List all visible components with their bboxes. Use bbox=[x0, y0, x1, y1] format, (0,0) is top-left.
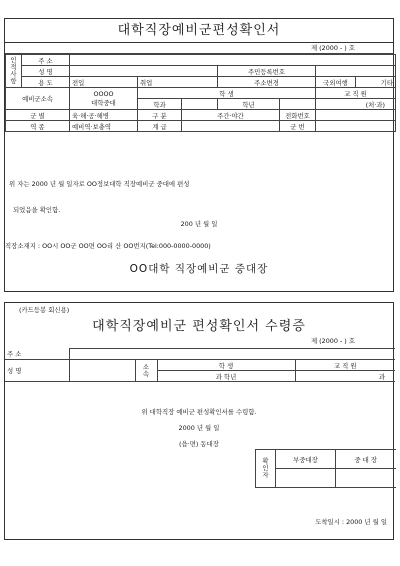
receipt-affiliation-label: 소 속 bbox=[135, 360, 157, 382]
receipt-form bbox=[4, 302, 394, 540]
branch-value[interactable]: 육·해·공·해병 bbox=[70, 110, 138, 121]
confirmation-form bbox=[4, 18, 394, 292]
address-field[interactable] bbox=[70, 55, 396, 66]
dept-label: 학과 bbox=[138, 99, 182, 110]
dept-field[interactable] bbox=[182, 99, 218, 110]
branch-label: 군 별 bbox=[6, 110, 70, 121]
grade-label: 학년 bbox=[218, 99, 280, 110]
location-line: 직장소재지 : OO시 OO군 OO면 OO리 산 OO번지(Tel:000-0000-0000) bbox=[5, 242, 211, 250]
receipt-name-label: 성 명 bbox=[5, 360, 69, 382]
day-night-value[interactable]: 주간·야간 bbox=[182, 110, 280, 121]
student-label: 학 생 bbox=[138, 88, 316, 99]
use-option-other[interactable]: 기타 bbox=[356, 77, 396, 88]
rank-label: 계 급 bbox=[138, 121, 182, 132]
commander-signature-field[interactable] bbox=[336, 469, 396, 488]
duty-label: 역 종 bbox=[6, 121, 70, 132]
rank-field[interactable] bbox=[182, 121, 280, 132]
receipt-text: 위 대학직장 예비군 편성확인서를 수령함. bbox=[141, 408, 257, 416]
use-option-employment[interactable]: 취업 bbox=[138, 77, 218, 88]
receipt-address-field[interactable] bbox=[69, 349, 395, 360]
deputy-commander-label: 부중대장 bbox=[276, 450, 336, 469]
service-no-label: 군 번 bbox=[280, 121, 316, 132]
name-label: 성 명 bbox=[22, 66, 70, 77]
address-label: 주 소 bbox=[22, 55, 70, 66]
receipt-name-field[interactable] bbox=[69, 360, 135, 382]
serial-number: 제 (2000 - ) 호 bbox=[5, 43, 393, 54]
body-line-2: 되었음을 확인함. bbox=[13, 206, 61, 214]
personal-info-table bbox=[5, 54, 396, 132]
receipt-date: 2000 년 월 일 bbox=[178, 424, 220, 432]
card-note: (카드등봉 회신용) bbox=[19, 306, 70, 314]
receipt-info-table bbox=[5, 348, 395, 382]
body-line-1: 위 자는 2000 년 월 일자로 OO정보대학 직장예비군 중대에 편성 bbox=[9, 180, 190, 188]
receipt-address-label: 주 소 bbox=[5, 349, 69, 360]
phone-field[interactable] bbox=[316, 110, 396, 121]
category-label: 구 분 bbox=[138, 110, 182, 121]
resident-no-field[interactable] bbox=[316, 66, 396, 77]
receipt-serial: 제 (2000 - ) 호 bbox=[310, 337, 355, 345]
unit-name: OOOO 대학중대 bbox=[70, 88, 138, 110]
approval-table bbox=[255, 449, 396, 488]
receipt-faculty-label: 교 직 원 bbox=[295, 360, 395, 371]
receipt-student-label: 학 생 bbox=[157, 360, 295, 371]
form-title: 대학직장예비군편성확인서 bbox=[5, 19, 393, 43]
use-option-overseas[interactable]: 국외여행 bbox=[316, 77, 356, 88]
receipt-office: (읍·면) 동대장 bbox=[179, 440, 219, 448]
phone-label: 전화번호 bbox=[280, 110, 316, 121]
resident-no-label: 주민등록번호 bbox=[218, 66, 316, 77]
name-field[interactable] bbox=[70, 66, 218, 77]
receipt-dept-grade[interactable]: 과 학년 bbox=[157, 371, 295, 382]
commander-signature: OO대학 직장예비군 중대장 bbox=[129, 263, 269, 275]
duty-value[interactable]: 예비역·보충역 bbox=[70, 121, 138, 132]
confirm-label: 확 인 자 bbox=[256, 450, 276, 488]
faculty-label: 교 직 원 bbox=[316, 88, 396, 99]
arrival-date: 도착일시 : 2000 년 월 일 bbox=[315, 518, 387, 526]
receipt-title: 대학직장예비군 편성확인서 수령증 bbox=[92, 319, 306, 334]
issue-date: 200 년 월 일 bbox=[180, 220, 218, 228]
use-option-address-change[interactable]: 주소변경 bbox=[218, 77, 316, 88]
deputy-signature-field[interactable] bbox=[276, 469, 336, 488]
receipt-faculty-dept[interactable]: 과 bbox=[295, 371, 395, 382]
unit-affiliation-label: 예비군소속 bbox=[6, 88, 70, 110]
faculty-dept-field[interactable]: (처·과) bbox=[316, 99, 396, 110]
use-option-move-in[interactable]: 전입 bbox=[70, 77, 138, 88]
use-label: 용 도 bbox=[22, 77, 70, 88]
commander-label: 중 대 장 bbox=[336, 450, 396, 469]
personal-info-label: 인적 사항 bbox=[6, 55, 22, 88]
grade-field[interactable] bbox=[280, 99, 316, 110]
service-no-field[interactable] bbox=[316, 121, 396, 132]
